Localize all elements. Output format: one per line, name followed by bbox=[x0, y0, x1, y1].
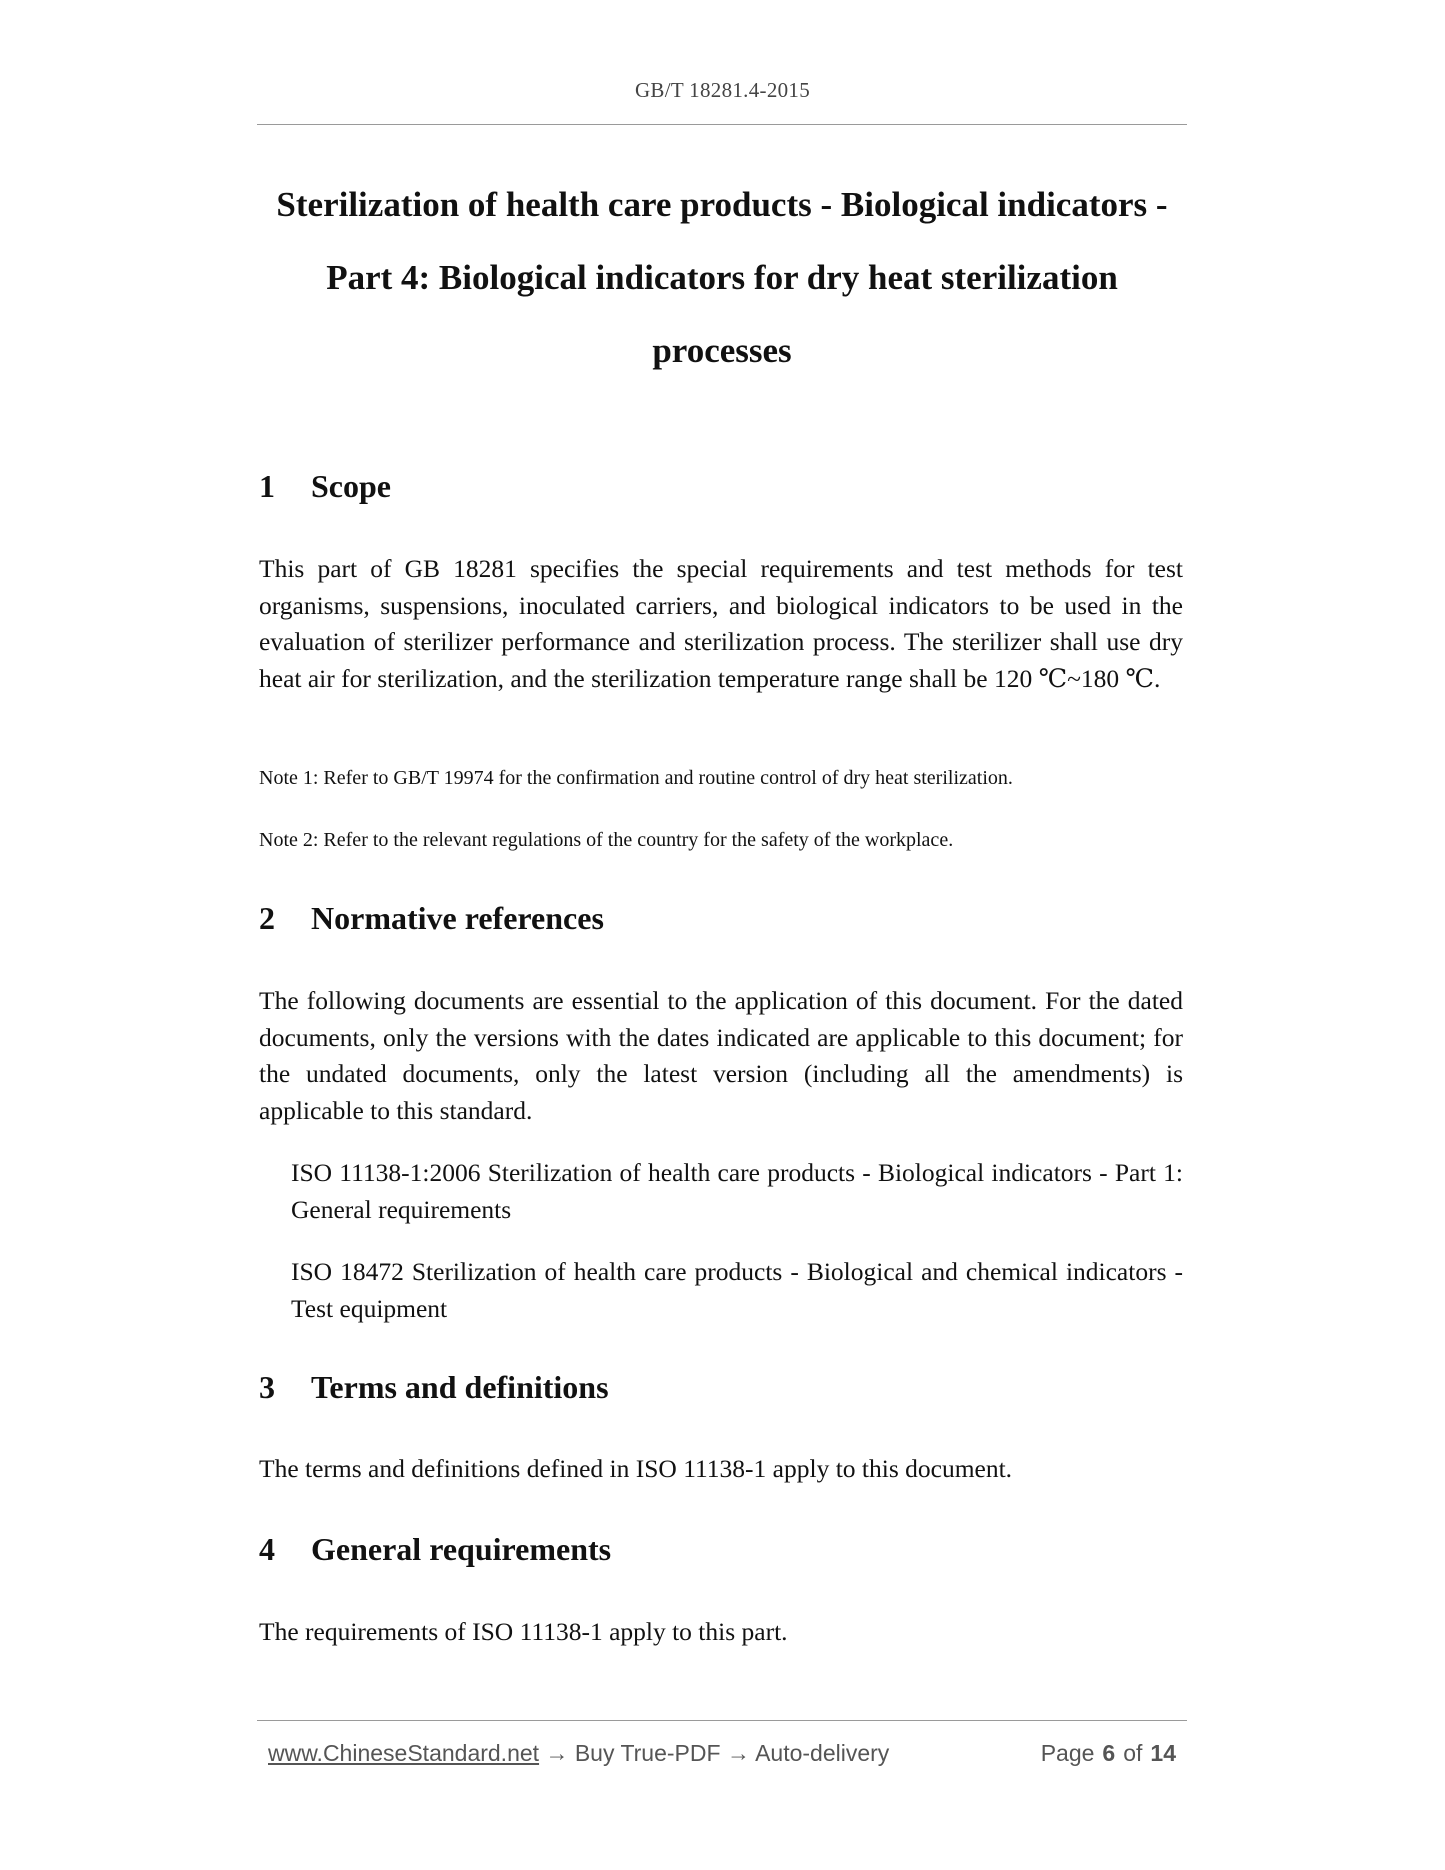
footer-promo bbox=[268, 1740, 889, 1767]
arrow-right-icon: → bbox=[545, 1740, 569, 1766]
section-3-heading bbox=[259, 1369, 609, 1406]
document-title bbox=[257, 168, 1187, 387]
scope-paragraph: This part of GB 18281 specifies the special requirements and test methods for test organisms, suspensions, inoculated carriers, and biological indicators to be used in the evaluation of sterilizer performance and sterilization process. The sterilizer shall use dry heat air for sterilization, and the sterilization temperature range shall be 120 ℃~180 ℃. bbox=[259, 554, 1183, 693]
page-indicator bbox=[1041, 1740, 1176, 1767]
buy-true-pdf-text: Buy True-PDF bbox=[574, 1740, 721, 1766]
section-number: 2 bbox=[259, 900, 275, 936]
section-1-heading bbox=[259, 468, 391, 505]
normative-references-paragraph: The following documents are essential to the application of this document. For the dated documents, only the versions with the dates indicated are applicable to this document; for the undated documents, only the latest version (including all the amendments) is applicable to this standard. bbox=[259, 986, 1183, 1125]
section-title: Terms and definitions bbox=[311, 1369, 609, 1405]
section-number: 3 bbox=[259, 1369, 275, 1405]
page-label: Page bbox=[1040, 1740, 1095, 1766]
arrow-right-icon: → bbox=[726, 1740, 750, 1766]
section-number: 1 bbox=[259, 468, 275, 504]
header-divider bbox=[257, 124, 1187, 125]
page-total: 14 bbox=[1150, 1740, 1176, 1766]
page-current: 6 bbox=[1102, 1740, 1116, 1766]
auto-delivery-text: Auto-delivery bbox=[755, 1740, 890, 1766]
reference-item: ISO 11138-1:2006 Sterilization of health care products - Biological indicators - Part 1: General requirements bbox=[291, 1158, 1183, 1224]
title-line-1: Sterilization of health care products - Biological indicators - bbox=[276, 185, 1168, 224]
note-1: Note 1: Refer to GB/T 19974 for the confirmation and routine control of dry heat sterilization. bbox=[259, 767, 1013, 789]
note-2: Note 2: Refer to the relevant regulations of the country for the safety of the workplace. bbox=[259, 829, 954, 851]
title-line-2: Part 4: Biological indicators for dry heat sterilization bbox=[326, 258, 1118, 297]
page-of: of bbox=[1123, 1740, 1143, 1766]
section-title: General requirements bbox=[311, 1531, 612, 1567]
reference-item: ISO 18472 Sterilization of health care products - Biological and chemical indicators - Test equipment bbox=[291, 1257, 1183, 1323]
terms-paragraph: The terms and definitions defined in ISO 11138-1 apply to this document. bbox=[259, 1454, 1013, 1483]
footer-divider bbox=[257, 1720, 1187, 1721]
general-requirements-paragraph: The requirements of ISO 11138-1 apply to this part. bbox=[259, 1617, 788, 1646]
section-2-heading bbox=[259, 900, 604, 937]
section-4-heading bbox=[259, 1531, 611, 1568]
section-number: 4 bbox=[259, 1531, 275, 1567]
title-line-3: processes bbox=[652, 331, 792, 370]
running-header: GB/T 18281.4-2015 bbox=[634, 78, 811, 102]
website-link[interactable]: www.ChineseStandard.net bbox=[268, 1740, 540, 1766]
section-title: Scope bbox=[311, 468, 391, 504]
section-title: Normative references bbox=[311, 900, 604, 936]
